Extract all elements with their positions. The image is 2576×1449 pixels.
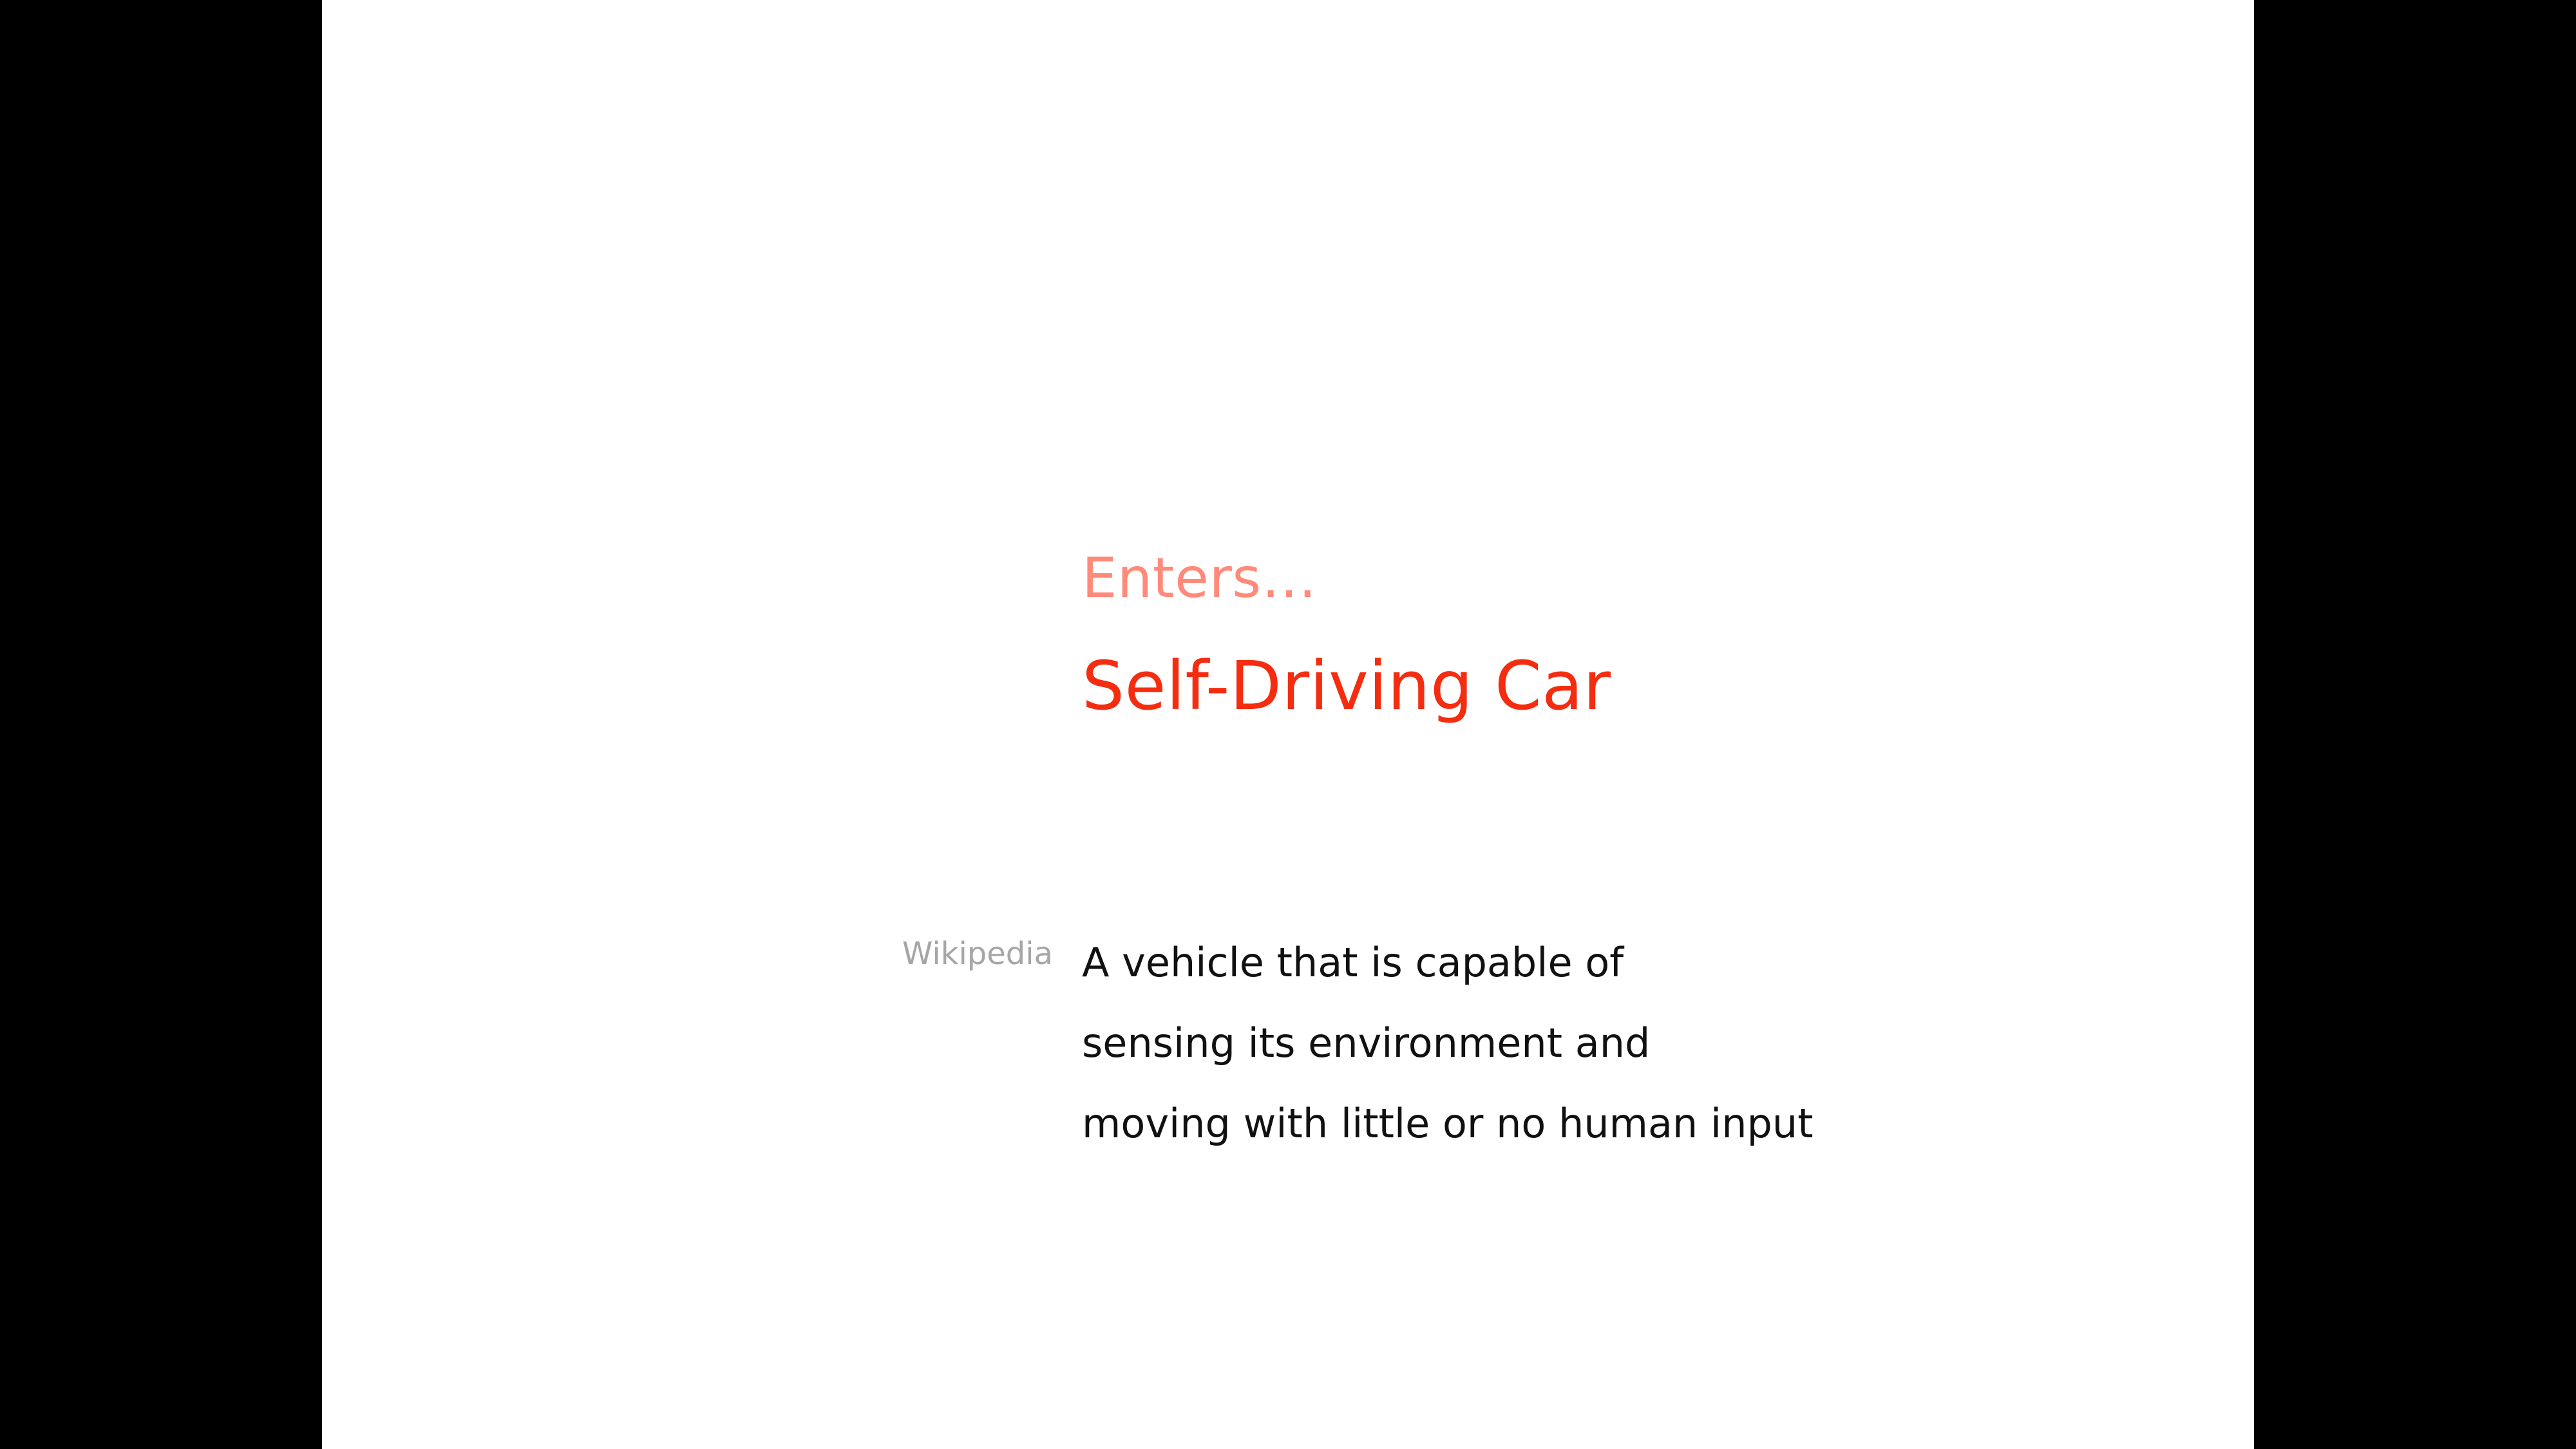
quote-line: sensing its environment and <box>1082 1019 1651 1066</box>
quote-line: moving with little or no human input <box>1082 1100 1814 1147</box>
slide-headline: Self-Driving Car <box>1082 647 1611 725</box>
slide-eyebrow: Enters… <box>1082 546 1318 611</box>
title-group <box>1082 546 2177 725</box>
quote-source-label: Wikipedia <box>902 936 1053 972</box>
quote-line: A vehicle that is capable of <box>1082 939 1624 986</box>
slide-canvas <box>322 0 2254 1449</box>
quote-group <box>1082 922 2177 1164</box>
